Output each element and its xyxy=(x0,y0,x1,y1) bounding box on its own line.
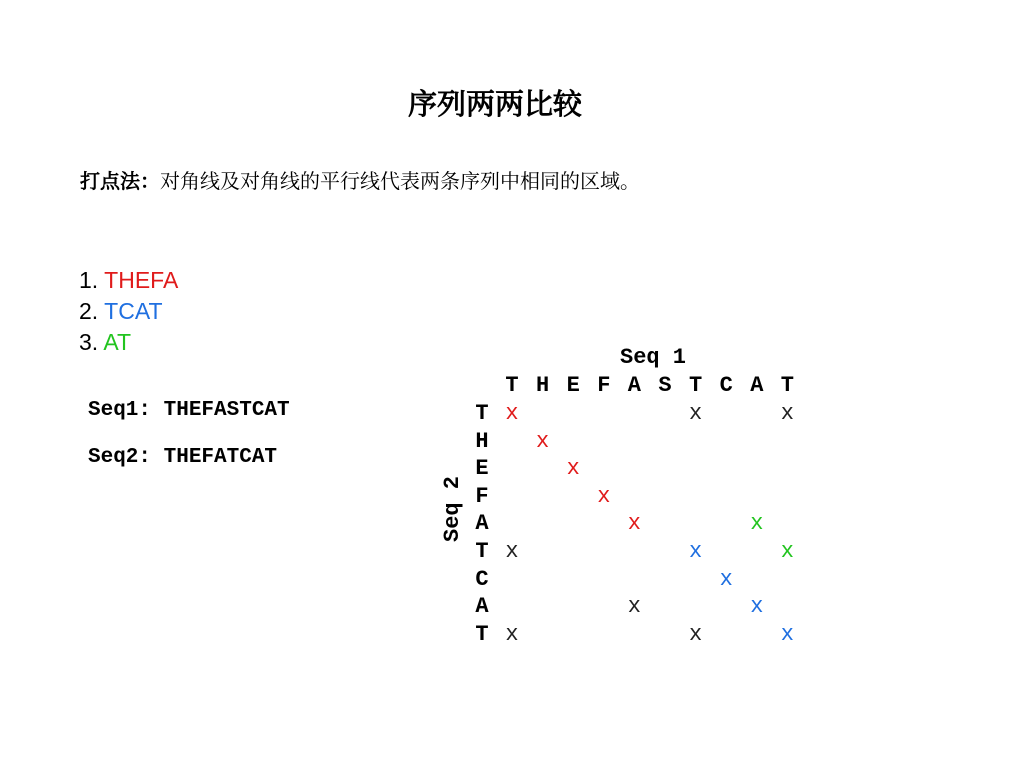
list-item-seq: TCAT xyxy=(104,298,163,324)
match-mark: x xyxy=(627,511,641,537)
match-mark: x xyxy=(780,401,794,426)
list-item-number: 1. xyxy=(79,267,99,293)
match-mark: x xyxy=(535,428,550,454)
seq2-row-header: C xyxy=(475,566,489,592)
seq2-row-header: A xyxy=(475,511,489,537)
match-mark: x xyxy=(719,566,733,592)
match-mark: x xyxy=(780,539,794,564)
page-title: 序列两两比较 xyxy=(407,87,582,121)
list-item-number: 3. xyxy=(79,329,99,355)
seq2-row-header: F xyxy=(475,483,489,509)
match-mark: x xyxy=(505,621,519,647)
seq1-column-header: H xyxy=(535,373,550,398)
seq1-axis-label: Seq 1 xyxy=(620,345,687,370)
match-mark: x xyxy=(627,594,641,620)
match-mark: x xyxy=(505,539,519,564)
seq2-row-header: T xyxy=(475,401,489,426)
match-mark: x xyxy=(688,539,703,564)
list-item xyxy=(79,265,178,296)
match-mark: x xyxy=(566,456,580,482)
match-mark: x xyxy=(597,483,611,509)
seq2-row-header: H xyxy=(475,428,489,454)
list-item-seq: THEFA xyxy=(104,267,179,293)
seq1-column-header: S xyxy=(658,373,672,398)
list-item xyxy=(79,296,178,327)
seq2-row-header: E xyxy=(475,456,489,482)
seq1-column-header: T xyxy=(688,373,703,398)
seq1-column-header: T xyxy=(780,373,794,398)
match-mark: x xyxy=(505,401,519,426)
seq2-row-header: T xyxy=(475,539,489,564)
seq1-column-header: C xyxy=(719,373,733,398)
seq2-definition: Seq2: THEFATCAT xyxy=(88,446,278,469)
seq1-column-header: A xyxy=(750,373,764,398)
sequence-list xyxy=(79,265,178,358)
description-text: 对角线及对角线的平行线代表两条序列中相同的区域。 xyxy=(160,169,640,193)
seq1-column-header: T xyxy=(505,373,519,398)
seq1-column-header: F xyxy=(597,373,611,398)
seq2-row-header: A xyxy=(475,594,489,620)
list-item-seq: AT xyxy=(103,329,131,355)
seq2-row-header: T xyxy=(475,621,489,647)
seq2-axis-label: Seq 2 xyxy=(440,475,465,542)
match-mark: x xyxy=(688,401,703,426)
match-mark: x xyxy=(750,594,764,620)
description xyxy=(80,165,640,194)
list-item xyxy=(79,327,178,358)
match-mark: x xyxy=(780,621,794,647)
match-mark: x xyxy=(750,511,764,537)
list-item-number: 2. xyxy=(79,298,99,324)
seq1-column-header: E xyxy=(566,373,580,398)
seq1-column-header: A xyxy=(627,373,641,398)
description-lead: 打点法： xyxy=(80,169,160,193)
match-mark: x xyxy=(688,621,703,647)
seq1-definition: Seq1: THEFASTCAT xyxy=(88,399,290,422)
